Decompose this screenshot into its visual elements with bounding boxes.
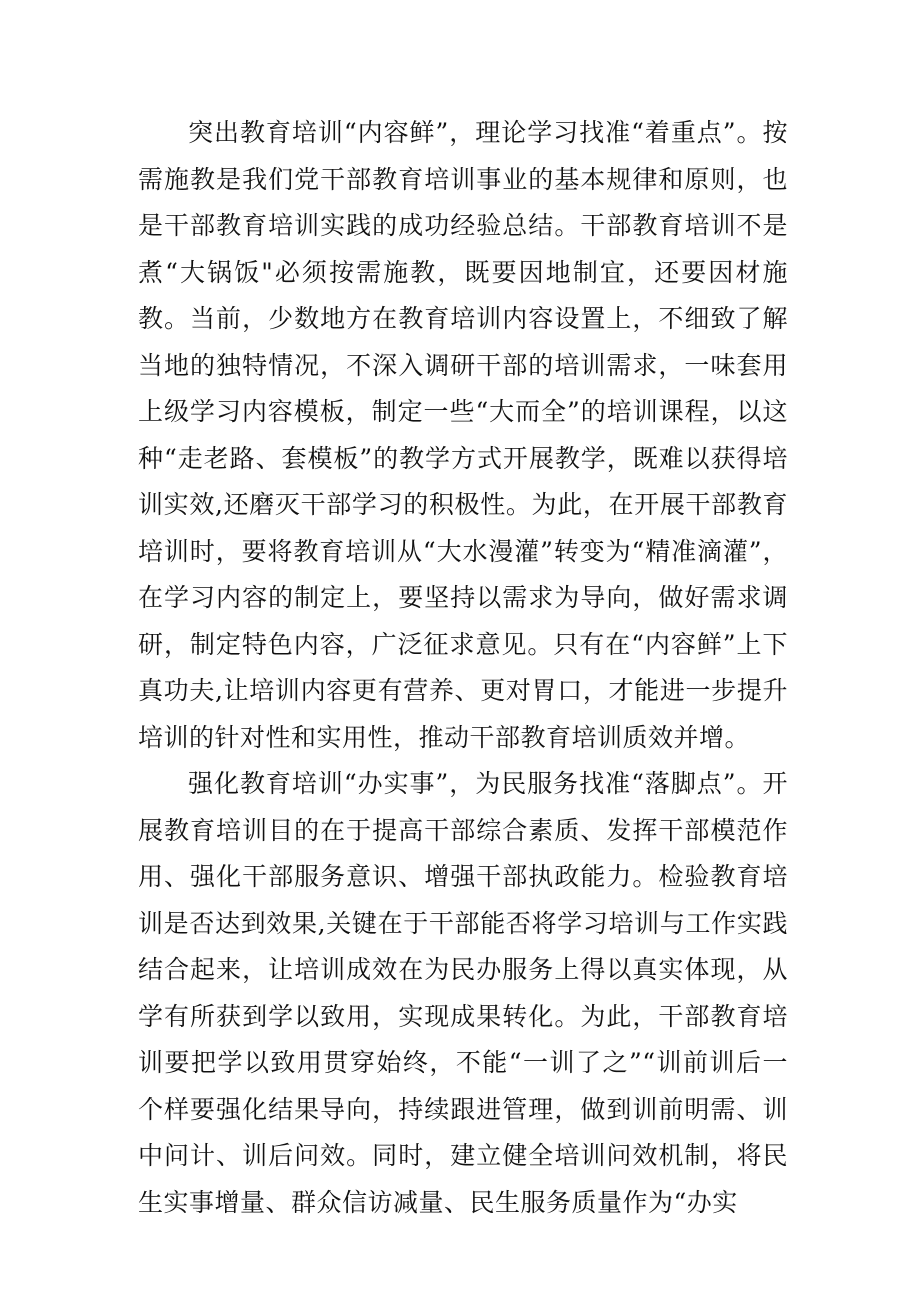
document-body [138,110,788,1226]
paragraph-practical-work: 强化教育培训“办实事”，为民服务找准“落脚点”。开展教育培训目的在于提高干部综合素质、发挥干部模范作用、强化干部服务意识、增强干部执政能力。检验教育培训是否达到效果,关键在于干部能否将学习培训与工作实践结合起来，让培训成效在为民办服务上得以真实体现，从学有所获到学以致用，实现成果转化。为此，干部教育培训要把学以致用贯穿始终，不能“一训了之”“训前训后一个样要强化结果导向，持续跟进管理，做到训前明需、训中问计、训后问效。同时，建立健全培训问效机制，将民生实事增量、群众信访减量、民生服务质量作为“办实 [138,769,788,1217]
paragraph-content-fresh: 突出教育培训“内容鲜”，理论学习找准“着重点”。按需施教是我们党干部教育培训事业的基本规律和原则，也是干部教育培训实践的成功经验总结。干部教育培训不是煮“大锅饭"必须按需施教，既要因地制宜，还要因材施教。当前，少数地方在教育培训内容设置上，不细致了解当地的独特情况，不深入调研干部的培训需求，一味套用上级学习内容模板，制定一些“大而全”的培训课程，以这种“走老路、套模板”的教学方式开展教学，既难以获得培训实效,还磨灭干部学习的积极性。为此，在开展干部教育培训时，要将教育培训从“大水漫灌”转变为“精准滴灌”，在学习内容的制定上，要坚持以需求为导向，做好需求调研，制定特色内容，广泛征求意见。只有在“内容鲜”上下真功夫,让培训内容更有营养、更对胃口，才能进一步提升培训的针对性和实用性，推动干部教育培训质效并增。 [138,118,788,752]
